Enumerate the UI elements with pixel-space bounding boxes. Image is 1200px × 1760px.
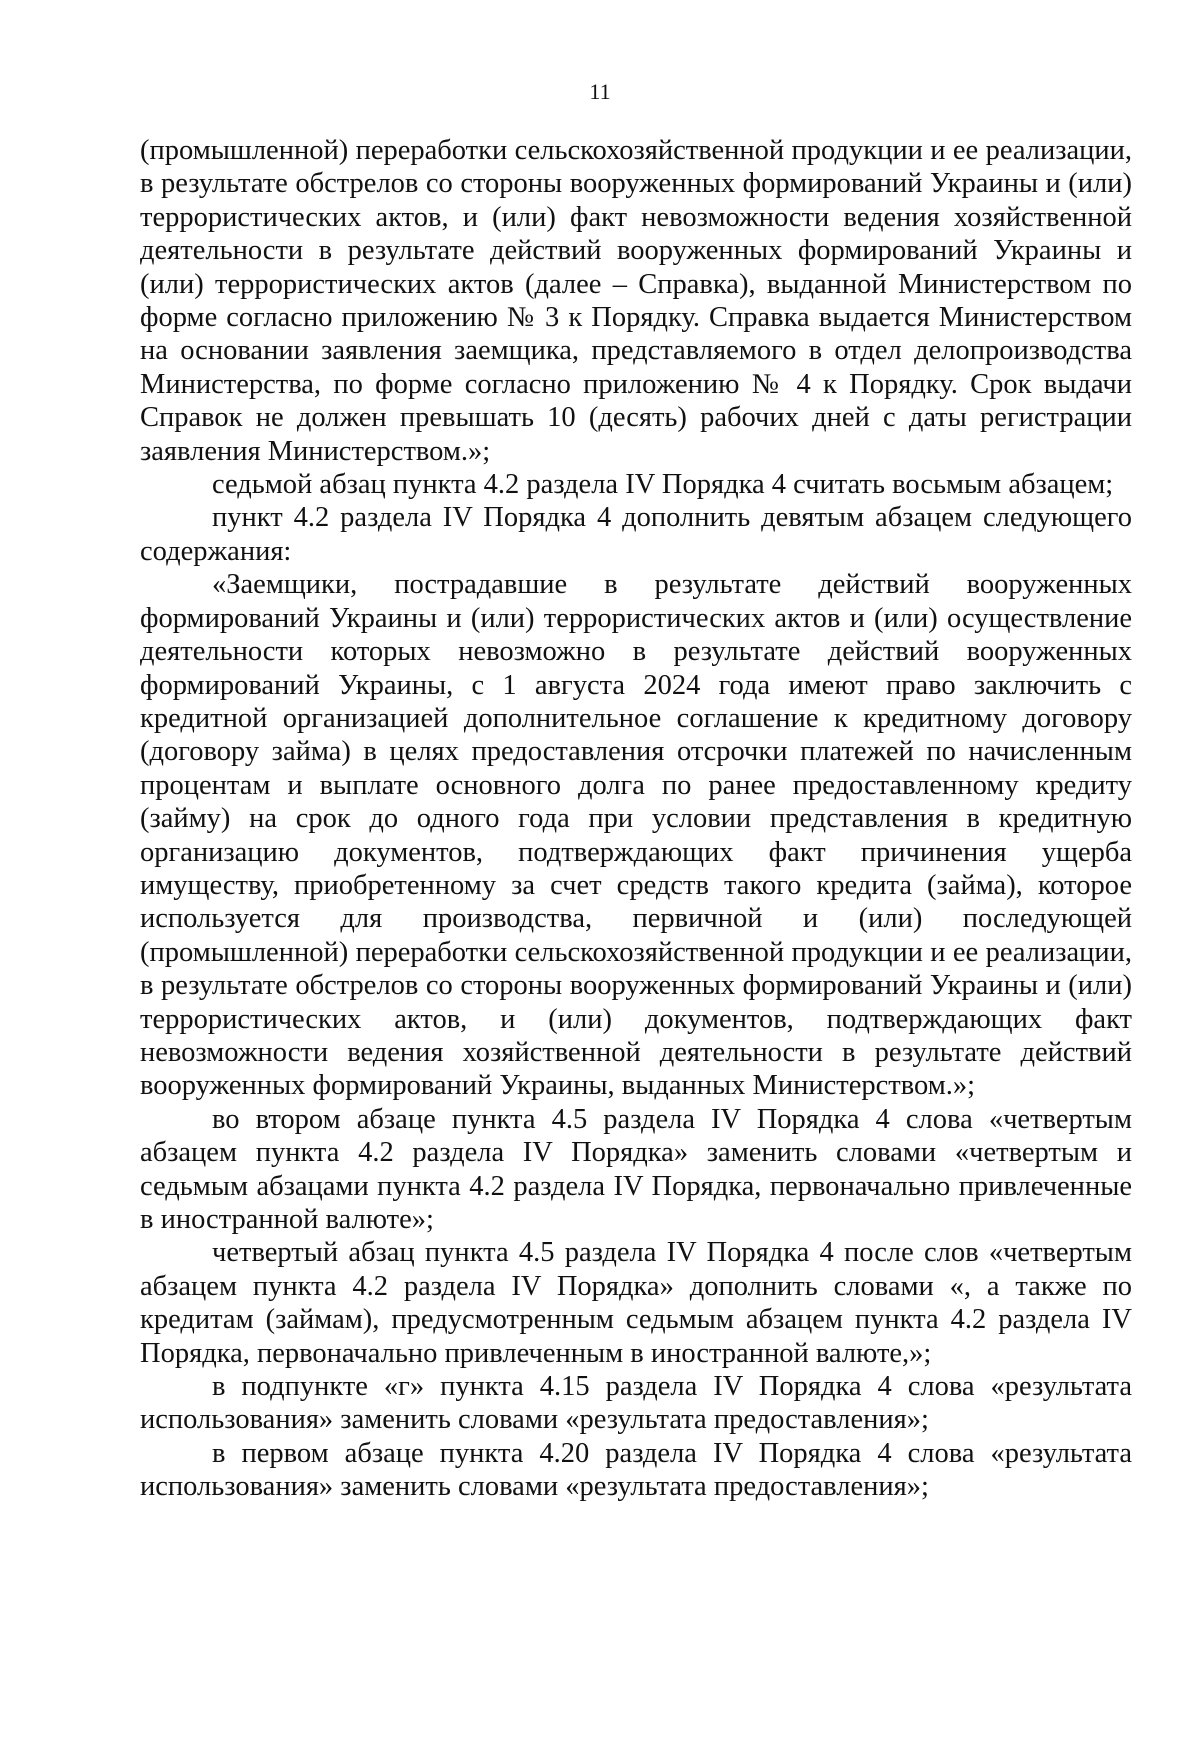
paragraph-amendment-ninth-paragraph: пункт 4.2 раздела IV Порядка 4 дополнить девятым абзацем следующего содержания: bbox=[140, 502, 1132, 567]
page-number: 11 bbox=[589, 79, 611, 104]
paragraph-continuation: (промышленной) переработки сельскохозяйственной продукции и ее реализации, в результате обстрелов со стороны вооруженных формирований Украины и (или) террористических актов, и (или) факт невозможности ведения хозяйственной деятельности в результате действий вооруженных формирований Украины и (или) террористических актов (далее – Справка), выданной Министерством по форме согласно приложению № 3 к Порядку. Справка выдается Министерством на основании заявления заемщика, представляемого в отдел делопроизводства Министерства, по форме согласно приложению № 4 к Порядку. Срок выдачи Справок не должен превышать 10 (десять) рабочих дней с даты регистрации заявления Министерством.»; bbox=[140, 135, 1132, 467]
paragraph-amendment-4-5-fourth: четвертый абзац пункта 4.5 раздела IV Порядка 4 после слов «четвертым абзацем пункта 4.2 раздела IV Порядка» дополнить словами «, а также по кредитам (займам), предусмотренным седьмым абзацем пункта 4.2 раздела IV Порядка, первоначально привлеченным в иностранной валюте,»; bbox=[140, 1237, 1132, 1369]
paragraph-quoted-borrowers: «Заемщики, пострадавшие в результате действий вооруженных формирований Украины и (или) террористических актов и (или) осуществление деятельности которых невозможно в результате действий вооруженных формирований Украины, с 1 августа 2024 года имеют право заключить с кредитной организацией дополнительное соглашение к кредитному договору (договору займа) в целях предоставления отсрочки платежей по начисленным процентам и выплате основного долга по ранее предоставленному кредиту (займу) на срок до одного года при условии представления в кредитную организацию документов, подтверждающих факт причинения ущерба имуществу, приобретенному за счет средств такого кредита (займа), которое используется для производства, первичной и (или) последующей (промышленной) переработки сельскохозяйственной продукции и ее реализации, в результате обстрелов со стороны вооруженных формирований Украины и (или) террористических актов, и (или) документов, подтверждающих факт невозможности ведения хозяйственной деятельности в результате действий вооруженных формирований Украины, выданных Министерством.»; bbox=[140, 569, 1132, 1102]
paragraph-amendment-4-5-second: во втором абзаце пункта 4.5 раздела IV Порядка 4 слова «четвертым абзацем пункта 4.2 раздела IV Порядка» заменить словами «четвертым и седьмым абзацами пункта 4.2 раздела IV Порядка, первоначально привлеченные в иностранной валюте»; bbox=[140, 1103, 1132, 1235]
paragraph-amendment-4-20: в первом абзаце пункта 4.20 раздела IV Порядка 4 слова «результата использования» заменить словами «результата предоставления»; bbox=[140, 1437, 1132, 1503]
paragraph-amendment-4-15: в подпункте «г» пункта 4.15 раздела IV Порядка 4 слова «результата использования» заменить словами «результата предоставления»; bbox=[140, 1371, 1132, 1436]
paragraph-amendment-seventh-paragraph: седьмой абзац пункта 4.2 раздела IV Порядка 4 считать восьмым абзацем; bbox=[212, 469, 1114, 501]
document-body bbox=[140, 134, 1132, 1504]
